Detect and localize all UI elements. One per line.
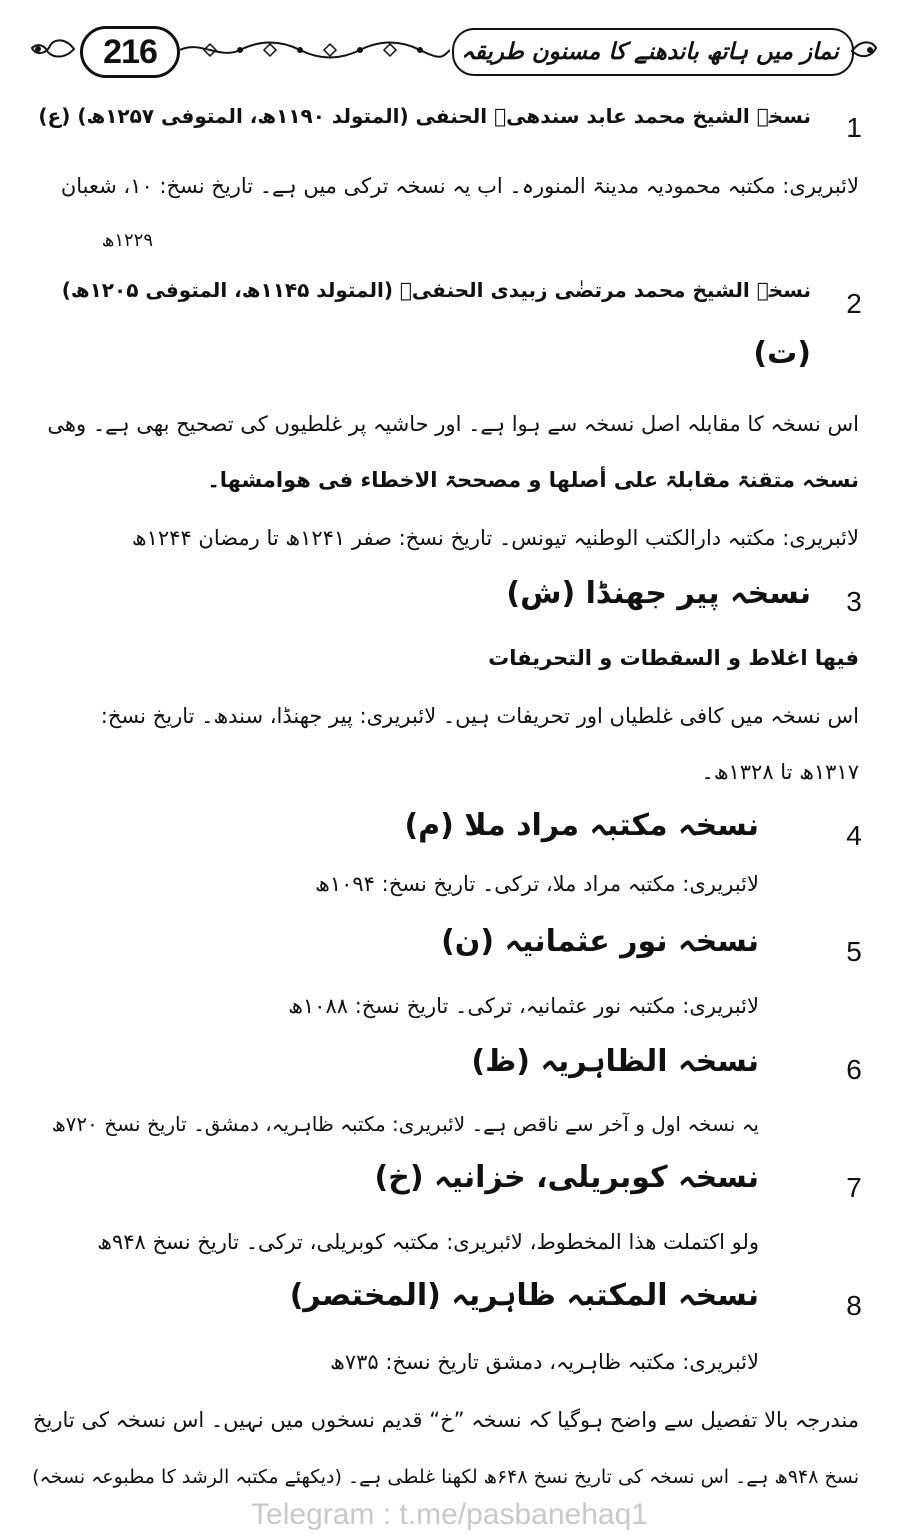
entry-line: مندرجہ بالا تفصیل سے واضح ہوگیا کہ نسخہ ”خ“ قدیم نسخوں میں نہیں۔ اس نسخہ کی تاریخ bbox=[32, 1408, 859, 1432]
entry-line: لائبریری: مکتبہ دارالکتب الوطنیہ تیونس۔ تاریخ نسخ: صفر ۱۲۴۱ھ تا رمضان ۱۲۴۴ھ bbox=[131, 526, 859, 550]
entry-line-arabic: نسخہ متقنۃ مقابلۃ علی أصلھا و مصححۃ الاخطاء فی ھوامشھا۔ bbox=[207, 468, 859, 492]
entry-number: 7 bbox=[846, 1172, 862, 1203]
page-header bbox=[20, 22, 880, 80]
entry-title-continued: (ت) bbox=[753, 336, 811, 371]
entry-line: لائبریری: مکتبہ محمودیہ مدینۃ المنورہ۔ اب یہ نسخہ ترکی میں ہے۔ تاریخ نسخ: ۱۰، شعبان bbox=[60, 174, 859, 198]
entry-line: نسخ ۹۴۸ھ ہے۔ اس نسخہ کی تاریخ نسخ ۶۴۸ھ لکھنا غلطی ہے۔ (دیکھئے مکتبہ الرشد کا مطبوعہ نسخہ) bbox=[32, 1466, 859, 1488]
entry-title: نسخہ پیر جھنڈا (ش) bbox=[506, 576, 811, 611]
entry-line: اس نسخہ میں کافی غلطیاں اور تحریفات ہیں۔ لائبریری: پیر جھنڈا، سندھ۔ تاریخ نسخ: bbox=[100, 704, 859, 728]
header-title: نماز میں ہاتھ باندھنے کا مسنون طریقہ bbox=[461, 39, 839, 65]
ornament-vine-icon bbox=[180, 38, 450, 62]
entry-number: 4 bbox=[846, 820, 862, 851]
entry-number: 3 bbox=[846, 586, 862, 617]
entry-title: نسخہ نور عثمانیہ (ن) bbox=[441, 924, 759, 959]
entry-title: نسخہ الشیخ محمد عابد سندھیؒ الحنفی (المتولد ۱۱۹۰ھ، المتوفی ۱۲۵۷ھ) (ع) bbox=[38, 104, 811, 128]
entry-title: نسخہ الظاہریہ (ظ) bbox=[471, 1044, 759, 1079]
entry-title: نسخہ الشیخ محمد مرتضٰی زبیدی الحنفیؒ (المتولد ۱۱۴۵ھ، المتوفی ۱۲۰۵ھ) bbox=[61, 278, 811, 302]
entry-number: 6 bbox=[846, 1054, 862, 1085]
entry-number: 5 bbox=[846, 936, 862, 967]
entry-line: لائبریری: مکتبہ ظاہریہ، دمشق تاریخ نسخ: ۷۳۵ھ bbox=[330, 1350, 759, 1374]
entry-line: یہ نسخہ اول و آخر سے ناقص ہے۔ لائبریری: مکتبہ ظاہریہ، دمشق۔ تاریخ نسخ ۷۲۰ھ bbox=[51, 1112, 759, 1136]
entry-line: اس نسخہ کا مقابلہ اصل نسخہ سے ہوا ہے۔ اور حاشیہ پر غلطیوں کی تصحیح بھی ہے۔ وھی bbox=[47, 412, 859, 436]
entry-line: لائبریری: مکتبہ نور عثمانیہ، ترکی۔ تاریخ نسخ: ۱۰۸۸ھ bbox=[288, 994, 759, 1018]
entry-title: نسخہ کوبریلی، خزانیہ (خ) bbox=[374, 1160, 759, 1195]
entry-number: 8 bbox=[846, 1290, 862, 1321]
entry-number: 1 bbox=[846, 112, 862, 143]
page-number-badge: 216 bbox=[80, 26, 180, 78]
entry-line: لائبریری: مکتبہ مراد ملا، ترکی۔ تاریخ نسخ: ۱۰۹۴ھ bbox=[315, 872, 759, 896]
entry-number: 2 bbox=[846, 288, 862, 319]
entry-line-arabic: فیھا اغلاط و السقطات و التحریفات bbox=[488, 646, 859, 670]
entry-line: ۱۳۱۷ھ تا ۱۳۲۸ھ۔ bbox=[701, 760, 859, 784]
entry-title: نسخہ المکتبہ ظاہریہ (المختصر) bbox=[289, 1278, 759, 1313]
entry-line: ولو اکتملت ھذا المخطوط، لائبریری: مکتبہ کوبریلی، ترکی۔ تاریخ نسخ ۹۴۸ھ bbox=[97, 1230, 759, 1254]
ornament-left-icon bbox=[28, 34, 78, 64]
ornament-right-icon bbox=[848, 36, 880, 66]
entry-title: نسخہ مکتبہ مراد ملا (م) bbox=[404, 808, 759, 843]
footer-watermark: Telegram : t.me/pasbanehaq1 bbox=[251, 1498, 648, 1531]
entry-line: ۱۲۲۹ھ bbox=[101, 230, 153, 251]
